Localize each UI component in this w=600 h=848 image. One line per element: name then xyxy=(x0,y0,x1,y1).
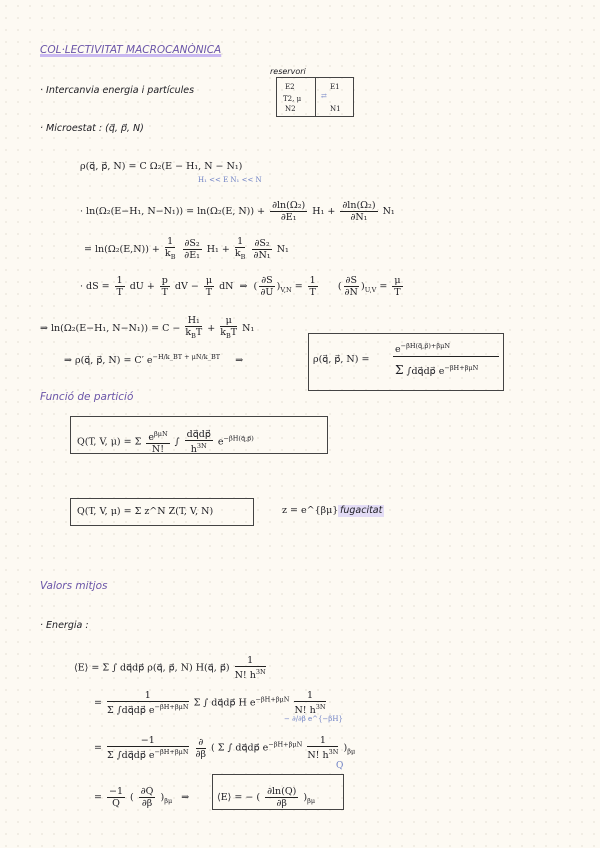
ln-entropy: = ln(Ω₂(E,N)) + $\frac{1}{k_B}$ $\frac{\text{∂S₂}}{\text{∂E₁}}$ H₁ + $\frac{1}{k_B}$ $\frac{\text{∂S₂}}{\text{∂N₁}}$ N₁ xyxy=(84,236,289,261)
mean-energy-step-1: = $\frac{1}{\Sigma \int dq⃗dp⃗ e^{-\beta H+\beta\mu N}}$ Σ ∫ dq⃗dp⃗ H $e^{-\beta H+\beta\mu N}$ $\frac{1}{N! h^{3N}}$ xyxy=(94,690,326,717)
rho-boxed-result xyxy=(308,333,504,391)
ln-result-lhs: ⇒ ln(Ω₂(E−H₁, N−N₁)) = C − xyxy=(40,322,184,334)
energia-label: · Energia : xyxy=(40,620,89,631)
partition-function-box-2 xyxy=(70,498,254,526)
rho-result-lhs: ⇒ ρ(q⃗, p⃗, N) = C′ e xyxy=(64,355,153,367)
mean-energy-final-lhs: ⟨E⟩ = − xyxy=(217,792,254,803)
mean-energy-step-2: = $\frac{-1}{\Sigma \int dq⃗dp⃗ e^{-\beta H+\beta\mu N}}$ $\frac{\partial}{\partial\beta}$ ( Σ ∫ dq⃗dp⃗ $e^{-\beta H+\beta\mu N}$ $\frac{1}{N! h^{3N}}$ )$_{\beta\mu}$ xyxy=(94,735,356,762)
fugacity-definition: z = e^{βμ} xyxy=(282,505,339,516)
mean-energy-def: ⟨E⟩ = Σ ∫ dq⃗dp⃗ ρ(q⃗, p⃗, N) H(q⃗, p⃗) $\frac{1}{N! h^{3N}}$ xyxy=(74,655,266,682)
partition-function-1: Q(T, V, μ) = Σ $\frac{e^{\beta\mu N}}{N!}$ ∫ $\frac{dq⃗dp⃗}{h^{3N}}$ $e^{-\beta H(q⃗,p⃗)}$ xyxy=(77,429,254,456)
section-valors: Valors mitjos xyxy=(40,580,108,592)
exchange-arrows: ⇄ xyxy=(321,92,327,100)
rho-boxed-lhs: ρ(q⃗, p⃗, N) = xyxy=(313,354,370,365)
ln-entropy-lhs: = ln(Ω₂(E,N)) + xyxy=(84,243,163,255)
rho-result-exponent: −H/k_BT + μN/k_BT xyxy=(152,353,221,361)
partition-q1-lhs: Q(T, V, μ) = Σ xyxy=(77,436,142,448)
approx-note: H₁ << E N₁ << N xyxy=(198,176,262,184)
reservoir-t2: T2, μ xyxy=(283,95,302,103)
rho-result: ⇒ ρ(q⃗, p⃗, N) = C′ $e^{-H/k\_BT + \mu N/k\_BT}$ ⇒ xyxy=(64,353,244,367)
reservoir-diagram xyxy=(276,77,354,117)
partition-function-2 xyxy=(77,506,213,518)
ln-expansion-lhs: · ln(Ω₂(E−H₁, N−N₁)) = ln(Ω₂(E, N)) + xyxy=(80,206,269,217)
mean-energy-final: ⟨E⟩ = − ( $\frac{\partial\ln(Q)}{\partial\beta}$ )$_{\beta\mu}$ xyxy=(217,786,316,809)
mean-energy-boxed xyxy=(212,774,344,810)
rho-boxed-denominator: Σ ∫dq⃗dp⃗ $e^{-\beta H+\beta\mu N}$ xyxy=(395,363,479,378)
fugacity-label: fugacitat xyxy=(340,505,383,516)
reservoir-e2: E2 xyxy=(285,83,295,91)
rho-definition: ρ(q⃗, p⃗, N) = C Ω₂(E − H₁, N − N₁) xyxy=(80,161,243,172)
partition-q2-rhs: z^N Z(T, V, N) xyxy=(144,506,214,517)
microestat-line: · Microestat : (q⃗, p⃗, N) xyxy=(40,123,144,134)
ln-result: ⇒ ln(Ω₂(E−H₁, N−N₁)) = C − $\frac{\text{H₁}}{k_BT}$ + $\frac{\mu}{k_BT}$ N₁ xyxy=(40,315,255,340)
derivative-annotation: − ∂/∂β e^{−βH} xyxy=(284,715,343,723)
reservoir-label: reservori xyxy=(270,67,306,76)
intercanvi-line: · Intercanvia energia i partícules xyxy=(40,85,195,96)
ln-expansion: · ln(Ω₂(E−H₁, N−N₁)) = ln(Ω₂(E, N)) + $\frac{\text{∂ln(Ω₂)}}{\text{∂E₁}}$ H₁ + $\frac{\text{∂ln(Ω₂)}}{\text{∂N₁}}$ N₁ xyxy=(80,200,395,223)
reservoir-n2: N2 xyxy=(285,105,296,113)
partition-function-box-1 xyxy=(70,416,328,454)
page-title: COL·LECTIVITAT MACROCANÒNICA xyxy=(40,44,222,56)
rho-boxed-numerator: $e^{-\beta H(q⃗,p⃗)+\beta\mu N}$ xyxy=(395,342,451,356)
section-particio: Funció de partició xyxy=(40,391,134,403)
reservoir-n1: N1 xyxy=(330,105,341,113)
dS-lhs: · dS = xyxy=(80,281,113,292)
partition-q2-lhs: Q(T, V, μ) = Σ xyxy=(77,506,142,517)
q-annotation: Q xyxy=(336,761,344,771)
mean-energy-def-expr: ⟨E⟩ = Σ ∫ dq⃗dp⃗ ρ(q⃗, p⃗, N) H(q⃗, p⃗) xyxy=(74,662,230,674)
reservoir-e1: E1 xyxy=(330,83,340,91)
dS-relation: · dS = $\frac{1}{T}$ dU + $\frac{p}{T}$ dV − $\frac{\mu}{T}$ dN ⇒ ( $\frac{\partial S}{\partial U}$ )$_{V,N}$ = $\frac{1}{T}$ ( $\frac{\partial S}{\partial N}$ )$_{U,V}$ = $\frac{\mu}{T}$ xyxy=(80,275,401,298)
mean-energy-step-3: = $\frac{-1}{Q}$ ( $\frac{\partial Q}{\partial\beta}$ )$_{\beta\mu}$ ⇒ xyxy=(94,786,190,809)
